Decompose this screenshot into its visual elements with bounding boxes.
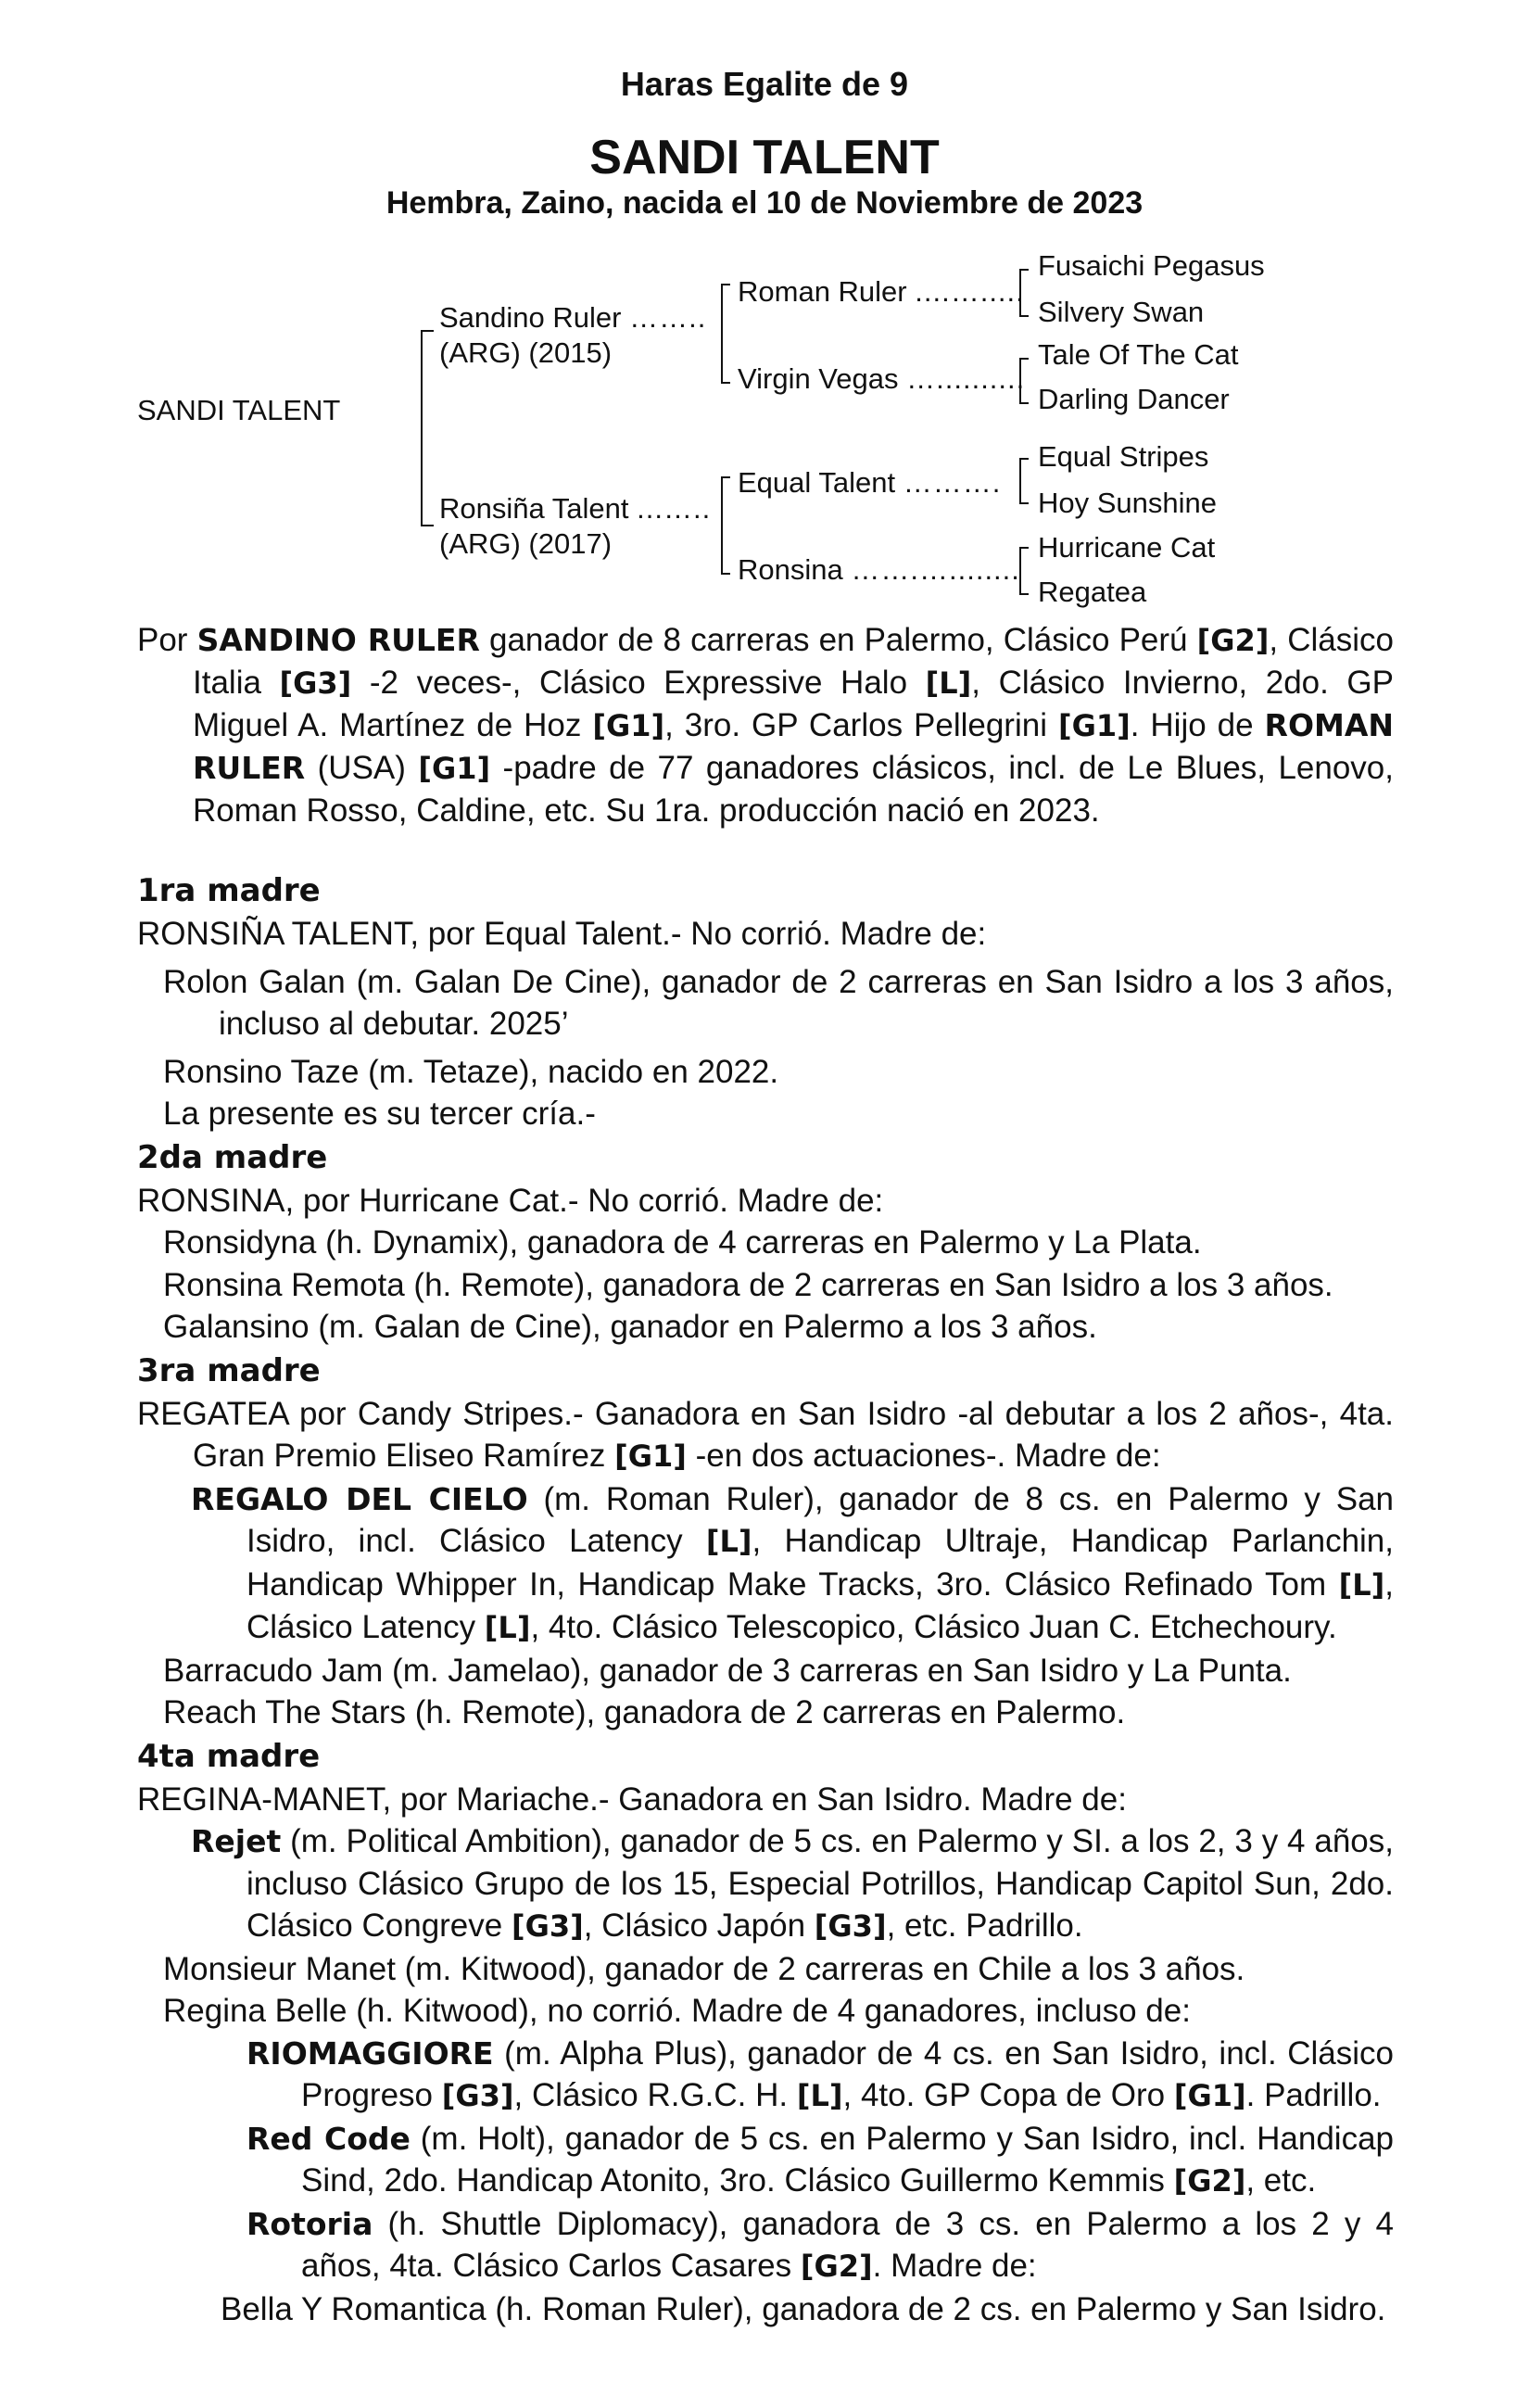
pedigree-gen3: Darling Dancer bbox=[1038, 383, 1230, 415]
bracket-line bbox=[1019, 402, 1029, 404]
text: , etc. Padrillo. bbox=[886, 1907, 1083, 1944]
bracket-line bbox=[1019, 593, 1029, 595]
stakes-winner-bold: Rejet bbox=[191, 1823, 282, 1859]
bracket-line bbox=[721, 284, 730, 285]
horse-description: Hembra, Zaino, nacida el 10 de Noviembre de 2023 bbox=[385, 185, 1144, 221]
first-dam-intro: RONSIÑA TALENT, por Equal Talent.- No corrió. Madre de: bbox=[137, 916, 987, 952]
pedigree-gen3: Fusaichi Pegasus bbox=[1038, 249, 1265, 282]
text: (m. Roman Ruler), ganador de 8 cs. en Palermo y San Isidro, incl. Clásico Latency bbox=[246, 1480, 1395, 1559]
second-dam-heading: 2da madre bbox=[137, 1138, 328, 1176]
pedigree-gen3: Regatea bbox=[1038, 576, 1147, 608]
pedigree-gen3: Tale Of The Cat bbox=[1038, 338, 1239, 371]
text: -2 veces-, Clásico Expressive Halo bbox=[351, 665, 926, 701]
bracket-line bbox=[721, 382, 730, 384]
pedigree-sire bbox=[439, 300, 706, 371]
sire-name-bold: SANDINO RULER bbox=[196, 622, 480, 658]
bracket-line bbox=[1019, 269, 1029, 271]
grade-badge: [G3] bbox=[511, 1908, 584, 1944]
text: , Clásico Invierno, 2do. GP Miguel A. Martínez de Hoz bbox=[193, 665, 1394, 743]
text: , etc. bbox=[1245, 2162, 1317, 2199]
bracket-line bbox=[1019, 269, 1021, 317]
sire-sire-dots: ....…..... bbox=[915, 275, 1025, 308]
grade-badge: [G2] bbox=[1173, 2163, 1246, 2199]
dam-sire-dots: ………. bbox=[903, 466, 1002, 499]
sire-name: Sandino Ruler bbox=[439, 301, 622, 334]
bracket-line bbox=[721, 284, 723, 384]
text: , Clásico Italia bbox=[193, 622, 1394, 701]
bracket-line bbox=[421, 525, 434, 526]
text: . Padrillo. bbox=[1245, 2077, 1382, 2113]
stakes-winner-bold: Red Code bbox=[246, 2120, 411, 2157]
pedigree-gen3: Silvery Swan bbox=[1038, 296, 1205, 328]
text: (USA) bbox=[305, 750, 419, 786]
sire-sire-name: Roman Ruler bbox=[738, 275, 907, 308]
pedigree-gen3: Equal Stripes bbox=[1038, 440, 1209, 473]
third-dam-intro bbox=[137, 1393, 1394, 1478]
text: ganador de 8 carreras en Palermo, Clásico Perú bbox=[479, 622, 1197, 658]
text: , Clásico Japón bbox=[583, 1907, 815, 1944]
grade-badge: [L] bbox=[925, 665, 972, 701]
stakes-winner-bold: RIOMAGGIORE bbox=[246, 2034, 494, 2072]
list-item bbox=[192, 2203, 1394, 2288]
list-item: Galansino (m. Galan de Cine), ganador en Palermo a los 3 años. bbox=[163, 1309, 1097, 1345]
text: Por bbox=[137, 622, 197, 658]
dam-dam-dots: …….…........ bbox=[851, 553, 1020, 586]
grade-badge: [G3] bbox=[814, 1908, 887, 1944]
list-item: Ronsino Taze (m. Tetaze), nacido en 2022. bbox=[163, 1053, 779, 1090]
grade-badge: [G1] bbox=[1173, 2078, 1246, 2113]
text: (h. Shuttle Diplomacy), ganadora de 3 cs. en Palermo a los 2 y 4 años, 4ta. Clásico Carlos Casares bbox=[301, 2205, 1394, 2284]
sire-dam-name: Virgin Vegas bbox=[738, 362, 899, 395]
grade-badge: [G1] bbox=[592, 708, 665, 743]
pedigree-dam-sire bbox=[738, 465, 1001, 501]
list-item: Bella Y Romantica (h. Roman Ruler), ganadora de 2 cs. en Palermo y San Isidro. bbox=[221, 2290, 1386, 2327]
bracket-line bbox=[421, 330, 434, 332]
grandsire-name-bold: ROMAN RULER bbox=[193, 707, 1394, 786]
fourth-dam-heading: 4ta madre bbox=[137, 1737, 321, 1775]
dam-sire-name: Equal Talent bbox=[738, 466, 896, 499]
second-dam-intro: RONSINA, por Hurricane Cat.- No corrió. Madre de: bbox=[137, 1182, 884, 1219]
grade-badge: [G3] bbox=[279, 665, 352, 701]
list-item: La presente es su tercer cría.- bbox=[163, 1096, 596, 1132]
bracket-line bbox=[721, 573, 730, 575]
fourth-dam-intro: REGINA-MANET, por Mariache.- Ganadora en San Isidro. Madre de: bbox=[137, 1781, 1127, 1818]
grade-badge: [L] bbox=[705, 1524, 752, 1559]
text: . Hijo de bbox=[1130, 707, 1265, 743]
pedigree-sire-sire bbox=[738, 274, 1025, 310]
bracket-line bbox=[1019, 458, 1029, 460]
text: REGATEA por Candy Stripes.- Ganadora en San Isidro -al debutar a los 2 años-, 4ta. Gran Premio Eliseo Ramírez bbox=[137, 1395, 1394, 1474]
list-item: Barracudo Jam (m. Jamelao), ganador de 3 carreras en San Isidro y La Punta. bbox=[163, 1652, 1292, 1689]
list-item: Reach The Stars (h. Remote), ganadora de 2 carreras en Palermo. bbox=[163, 1694, 1126, 1730]
bracket-line bbox=[1019, 358, 1021, 404]
grade-badge: [G1] bbox=[418, 751, 491, 786]
list-item: Regina Belle (h. Kitwood), no corrió. Madre de 4 ganadores, incluso de: bbox=[163, 1993, 1191, 2029]
bracket-line bbox=[1019, 315, 1029, 317]
list-item bbox=[192, 2033, 1394, 2118]
dam-dots: ...….. bbox=[637, 492, 712, 525]
text: -en dos actuaciones-. Madre de: bbox=[686, 1438, 1161, 1474]
sire-paragraph bbox=[137, 619, 1394, 831]
dam-origin: (ARG) (2017) bbox=[439, 527, 613, 560]
list-item bbox=[192, 2118, 1394, 2203]
stakes-winner-bold: Rotoria bbox=[246, 2205, 373, 2242]
sire-origin: (ARG) (2015) bbox=[439, 336, 613, 369]
bracket-line bbox=[1019, 502, 1029, 504]
list-item: Ronsina Remota (h. Remote), ganadora de 2 carreras en San Isidro a los 3 años. bbox=[163, 1266, 1333, 1303]
sire-dots: …….. bbox=[629, 301, 707, 334]
text: , Handicap Ultraje, Handicap Parlanchin, Handicap Whipper In, Handicap Make Tracks, 3ro. Clásico Refinado Tom bbox=[246, 1523, 1394, 1603]
text: (m. Political Ambition), ganador de 5 cs. en Palermo y SI. a los 2, 3 y 4 años, incluso Clásico Grupo de los 15, Especial Potrillos, Handicap Capitol Sun, 2do. Clásico Congreve bbox=[246, 1823, 1394, 1944]
grade-badge: [L] bbox=[796, 2078, 843, 2113]
pedigree-gen3: Hurricane Cat bbox=[1038, 531, 1216, 564]
text: . Madre de: bbox=[872, 2248, 1037, 2284]
lot-title: Haras Egalite de 9 bbox=[620, 65, 909, 103]
text: , 3ro. GP Carlos Pellegrini bbox=[664, 707, 1058, 743]
bracket-line bbox=[721, 476, 730, 478]
text: , Clásico R.G.C. H. bbox=[513, 2077, 797, 2113]
pedigree-dam bbox=[439, 491, 711, 562]
third-dam-heading: 3ra madre bbox=[137, 1351, 321, 1389]
text: , Clásico Latency bbox=[246, 1565, 1394, 1645]
text: (m. Holt), ganador de 5 cs. en Palermo y San Isidro, incl. Handicap Sind, 2do. Handicap Atonito, 3ro. Clásico Guillermo Kemmis bbox=[301, 2120, 1395, 2199]
text: , 4to. GP Copa de Oro bbox=[842, 2077, 1174, 2113]
list-item: Ronsidyna (h. Dynamix), ganadora de 4 carreras en Palermo y La Plata. bbox=[163, 1224, 1202, 1261]
grade-badge: [G1] bbox=[614, 1438, 687, 1474]
text: , 4to. Clásico Telescopico, Clásico Juan C. Etchechoury. bbox=[530, 1609, 1337, 1645]
text: -padre de 77 ganadores clásicos, incl. de Le Blues, Lenovo, Roman Rosso, Caldine, etc. Su 1ra. producción nació en 2023. bbox=[193, 750, 1394, 829]
grade-badge: [G2] bbox=[1196, 623, 1270, 658]
list-item bbox=[137, 1820, 1394, 1948]
first-dam-heading: 1ra madre bbox=[137, 872, 321, 909]
bracket-line bbox=[1019, 458, 1021, 504]
catalog-content bbox=[137, 619, 1394, 2330]
sire-dam-dots: ….......... bbox=[906, 362, 1026, 395]
list-item bbox=[137, 1478, 1394, 1650]
dam-dam-name: Ronsina bbox=[738, 553, 843, 586]
grade-badge: [L] bbox=[484, 1610, 531, 1645]
pedigree-sire-dam bbox=[738, 361, 1025, 397]
stakes-winner-bold: REGALO DEL CIELO bbox=[191, 1480, 528, 1517]
bracket-line bbox=[721, 476, 723, 575]
bracket-line bbox=[1019, 547, 1021, 595]
bracket-line bbox=[1019, 547, 1029, 549]
pedigree-gen3: Hoy Sunshine bbox=[1038, 487, 1218, 519]
grade-badge: [G3] bbox=[441, 2078, 514, 2113]
list-item: Monsieur Manet (m. Kitwood), ganador de 2 carreras en Chile a los 3 años. bbox=[163, 1950, 1245, 1987]
bracket-line bbox=[421, 330, 423, 526]
pedigree-subject: SANDI TALENT bbox=[137, 394, 341, 426]
list-item: Rolon Galan (m. Galan De Cine), ganador de 2 carreras en San Isidro a los 3 años, incluso al debutar. 2025’ bbox=[163, 963, 1394, 1042]
horse-name: SANDI TALENT bbox=[589, 131, 940, 184]
grade-badge: [G2] bbox=[800, 2249, 873, 2284]
pedigree-dam-dam bbox=[738, 552, 1020, 588]
text: (m. Alpha Plus), ganador de 4 cs. en San Isidro, incl. Clásico Progreso bbox=[301, 2034, 1394, 2113]
bracket-line bbox=[1019, 358, 1029, 360]
dam-name: Ronsiña Talent bbox=[439, 492, 629, 525]
grade-badge: [L] bbox=[1338, 1566, 1385, 1603]
grade-badge: [G1] bbox=[1057, 708, 1131, 743]
